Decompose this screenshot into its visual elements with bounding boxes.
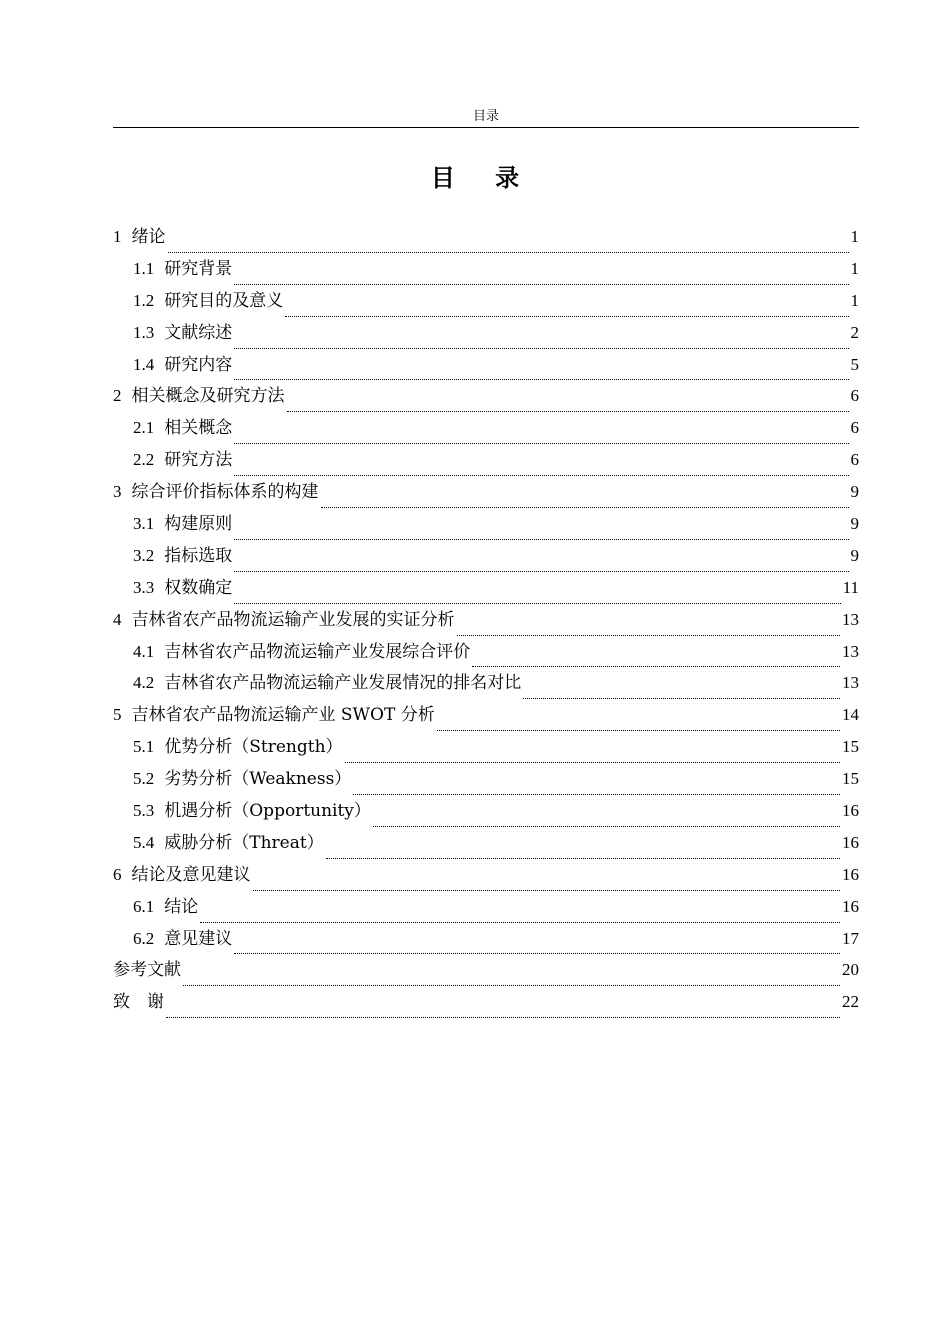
toc-entry-number: 3.3 [133,577,155,597]
toc-entry-label: 优势分析（Strength） [164,737,343,758]
toc-entry-label: 研究目的及意义 [164,290,284,311]
toc-entry-label: 意见建议 [164,928,233,949]
toc-entry-page-number: 5 [850,354,859,374]
toc-entry[interactable] [113,827,859,859]
toc-entry-page-number: 22 [842,992,859,1012]
toc-entry-number: 1.3 [133,322,155,342]
toc-entry-number: 5.3 [133,800,155,820]
toc-entry[interactable] [113,604,859,636]
toc-entry[interactable] [113,444,859,476]
toc-entry-page-number: 16 [842,832,859,852]
toc-entry-number: 4 [113,609,122,629]
toc-entry-label: 指标选取 [164,545,233,566]
toc-entry-page-number: 14 [842,705,859,725]
toc-entry-number: 3 [113,482,122,502]
toc-entry-number: 3.1 [133,513,155,533]
dot-leader [234,528,848,540]
toc-entry[interactable] [113,476,859,508]
toc-entry-label: 结论 [164,896,199,917]
dot-leader [234,432,848,444]
dot-leader [234,592,840,604]
toc-entry[interactable] [113,540,859,572]
dot-leader [234,273,848,285]
toc-entry[interactable] [113,667,859,699]
toc-entry-number: 4.1 [133,641,155,661]
toc-entry-label: 结论及意见建议 [131,864,251,885]
toc-entry-label: 权数确定 [164,577,233,598]
toc-entry-number: 2.1 [133,418,155,438]
toc-entry-label: 吉林省农产品物流运输产业发展情况的排名对比 [164,673,522,694]
toc-entry[interactable] [113,795,859,827]
toc-entry[interactable] [113,954,859,986]
dot-leader [234,942,840,954]
toc-entry-page-number: 16 [842,800,859,820]
dot-leader [437,719,840,731]
toc-entry-page-number: 13 [842,673,859,693]
toc-entry-page-number: 6 [850,418,859,438]
toc-entry[interactable] [113,253,859,285]
toc-entry-number: 5 [113,705,122,725]
toc-entry-number: 6.2 [133,928,155,948]
toc-entry[interactable] [113,285,859,317]
dot-leader [457,624,841,636]
dot-leader [234,337,848,349]
dot-leader [326,847,840,859]
toc-entry-label: 研究内容 [164,354,233,375]
toc-entry[interactable] [113,412,859,444]
toc-entry-label: 吉林省农产品物流运输产业发展的实证分析 [131,609,455,630]
table-of-contents [113,221,859,1018]
toc-entry-label: 构建原则 [164,513,233,534]
toc-entry[interactable] [113,572,859,604]
toc-entry-page-number: 1 [850,290,859,310]
toc-entry-label: 参考文献 [113,960,181,981]
running-header: 目录 [113,108,859,128]
toc-entry-label: 吉林省农产品物流运输产业发展综合评价 [164,641,471,662]
toc-entry[interactable] [113,923,859,955]
page-title: 目 录 [430,164,536,192]
dot-leader [472,655,840,667]
toc-entry-number: 1.1 [133,258,155,278]
dot-leader [234,368,848,380]
toc-entry-number: 5.4 [133,832,155,852]
toc-entry-page-number: 15 [842,769,859,789]
toc-entry-number: 4.2 [133,673,155,693]
toc-entry-number: 6 [113,864,122,884]
dot-leader [183,974,840,986]
toc-entry-page-number: 11 [842,577,859,597]
toc-entry-page-number: 1 [850,226,859,246]
dot-leader [200,911,840,923]
dot-leader [168,241,849,253]
toc-entry[interactable] [113,317,859,349]
dot-leader [353,783,840,795]
toc-entry-page-number: 16 [842,896,859,916]
dot-leader [523,687,840,699]
toc-entry-page-number: 1 [850,258,859,278]
toc-entry-page-number: 20 [842,960,859,980]
toc-entry-page-number: 9 [850,513,859,533]
toc-entry-page-number: 9 [850,482,859,502]
toc-entry[interactable] [113,891,859,923]
toc-entry-label: 文献综述 [164,322,233,343]
toc-entry-number: 5.2 [133,769,155,789]
toc-entry[interactable] [113,508,859,540]
toc-entry-label: 威胁分析（Threat） [164,832,324,853]
toc-entry-page-number: 16 [842,864,859,884]
dot-leader [285,305,848,317]
toc-entry-label: 吉林省农产品物流运输产业 SWOT 分析 [131,705,435,726]
toc-entry[interactable] [113,859,859,891]
toc-entry[interactable] [113,986,859,1018]
toc-entry-number: 5.1 [133,737,155,757]
toc-entry[interactable] [113,763,859,795]
toc-entry-label: 相关概念 [164,418,233,439]
toc-entry-label: 综合评价指标体系的构建 [131,482,319,503]
toc-entry-label: 研究背景 [164,258,233,279]
toc-entry[interactable] [113,636,859,668]
dot-leader [345,751,840,763]
toc-entry-page-number: 6 [850,386,859,406]
toc-entry-number: 1.2 [133,290,155,310]
toc-entry[interactable] [113,221,859,253]
toc-entry-label: 致 谢 [113,992,164,1013]
dot-leader [234,464,848,476]
toc-entry-label: 机遇分析（Opportunity） [164,800,371,821]
toc-entry-number: 2 [113,386,122,406]
toc-entry-label: 相关概念及研究方法 [131,386,285,407]
toc-entry-page-number: 2 [850,322,859,342]
dot-leader [253,879,841,891]
toc-entry[interactable] [113,731,859,763]
toc-entry-page-number: 17 [842,928,859,948]
toc-entry-page-number: 13 [842,609,859,629]
toc-entry-label: 劣势分析（Weakness） [164,769,352,790]
toc-entry-number: 1.4 [133,354,155,374]
toc-entry-number: 3.2 [133,545,155,565]
dot-leader [321,496,849,508]
toc-entry[interactable] [113,699,859,731]
toc-entry-number: 6.1 [133,896,155,916]
toc-entry-page-number: 6 [850,450,859,470]
toc-entry-label: 研究方法 [164,450,233,471]
dot-leader [373,815,840,827]
toc-entry-label: 绪论 [131,226,166,247]
toc-entry-number: 1 [113,226,122,246]
dot-leader [287,400,849,412]
toc-entry-page-number: 9 [850,545,859,565]
toc-entry[interactable] [113,380,859,412]
toc-entry-page-number: 15 [842,737,859,757]
dot-leader [234,560,848,572]
toc-entry[interactable] [113,349,859,381]
toc-entry-page-number: 13 [842,641,859,661]
dot-leader [166,1006,840,1018]
toc-entry-number: 2.2 [133,450,155,470]
